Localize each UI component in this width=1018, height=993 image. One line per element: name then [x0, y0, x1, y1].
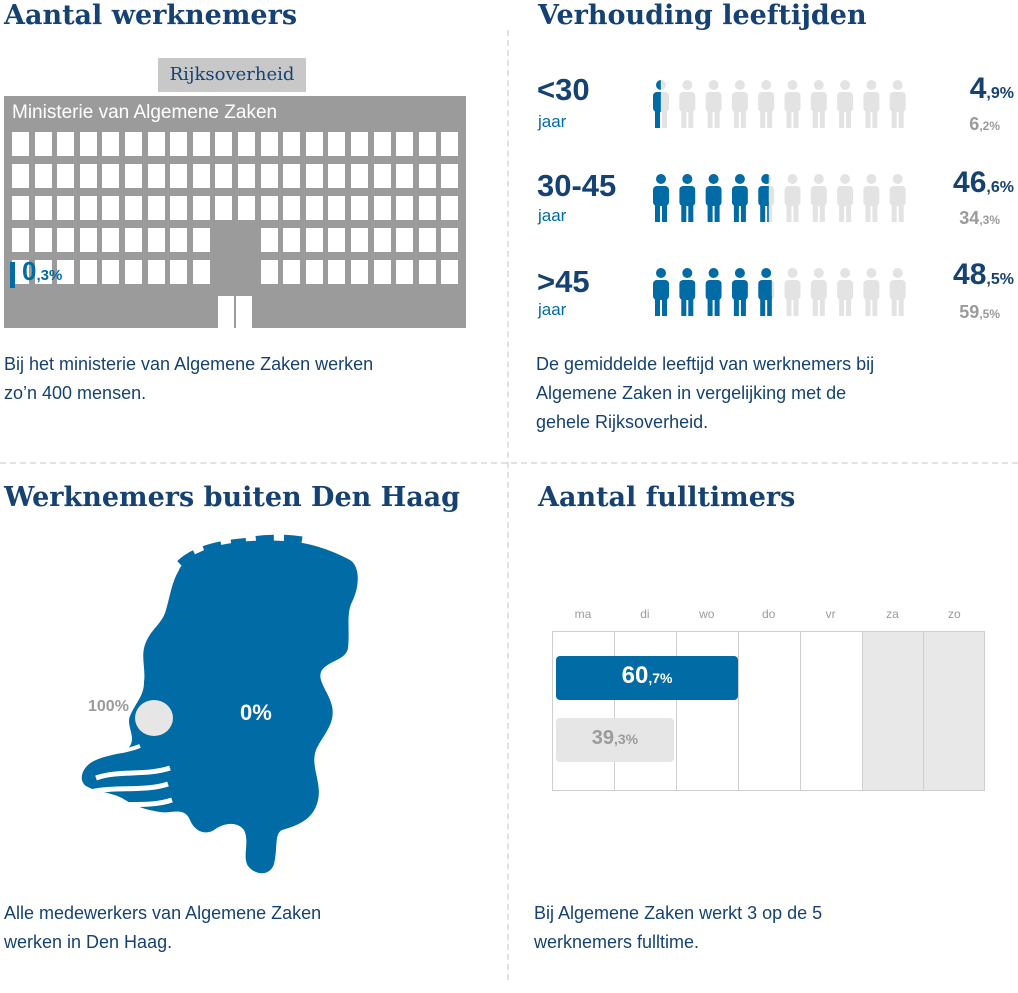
building-window: [57, 196, 74, 220]
building-window: [215, 196, 232, 220]
building-window: [80, 228, 97, 252]
building-window: [125, 132, 142, 156]
building-window: [261, 196, 278, 220]
building-window: [102, 260, 119, 284]
age-figure: [785, 174, 801, 222]
building-window: [283, 228, 300, 252]
age-figure: [811, 80, 827, 128]
day-label-za: za: [886, 607, 899, 621]
age-figure: [706, 80, 722, 128]
az-pct-30-45: 46,6%: [953, 166, 1014, 199]
building-window: [170, 132, 187, 156]
vertical-divider: [507, 30, 509, 980]
building-window: [351, 164, 368, 188]
building-window: [261, 228, 278, 252]
age-figure-fill: [679, 268, 695, 316]
building-window: [193, 164, 210, 188]
building-window: [102, 132, 119, 156]
building-window: [57, 228, 74, 252]
building-window: [193, 228, 210, 252]
fulltimers-description: Bij Algemene Zaken werkt 3 op de 5 werknemers fulltime.: [534, 903, 823, 952]
age-figure: [890, 268, 906, 316]
ministry-building-icon: [4, 96, 466, 328]
building-window: [57, 132, 74, 156]
building-window: [102, 196, 119, 220]
building-window: [261, 164, 278, 188]
aantal-pct-label: 0,3%: [22, 256, 63, 286]
horizontal-divider: [0, 462, 1018, 464]
building-window: [441, 196, 458, 220]
building-window: [441, 260, 458, 284]
building-window: [12, 164, 29, 188]
building-window: [396, 164, 413, 188]
building-window: [238, 132, 255, 156]
building-window: [306, 164, 323, 188]
building-window: [148, 196, 165, 220]
building-door-icon: [218, 296, 252, 328]
rijk-pct-over45: 59,5%: [959, 302, 1000, 322]
age-figure: [732, 80, 748, 128]
age-figure: [837, 174, 853, 222]
building-window: [80, 260, 97, 284]
building-window: [35, 132, 52, 156]
building-window: [148, 164, 165, 188]
age-pictogram-chart: [650, 70, 920, 340]
parttime-bar-label: 39,3%: [591, 727, 639, 749]
building-window: [374, 228, 391, 252]
age-figure-fill: [732, 174, 748, 222]
age-figure-fill: [706, 268, 722, 316]
building-window: [351, 132, 368, 156]
age-figure: [837, 268, 853, 316]
building-window: [35, 196, 52, 220]
age-figure-fill: [653, 174, 669, 222]
leeftijden-description: De gemiddelde leeftijd van werknemers bij Algemene Zaken in vergelijking met de gehele Rijksoverheid.: [536, 354, 875, 432]
building-window: [441, 228, 458, 252]
building-window: [35, 228, 52, 252]
age-unit-under30: jaar: [538, 112, 567, 131]
building-window: [374, 132, 391, 156]
building-window: [57, 164, 74, 188]
age-label-under30: <30: [537, 72, 590, 107]
building-window: [351, 260, 368, 284]
age-figure: [837, 80, 853, 128]
building-window: [125, 228, 142, 252]
building-window: [170, 228, 187, 252]
building-window: [125, 260, 142, 284]
age-figure-fill: [679, 174, 695, 222]
building-window: [102, 164, 119, 188]
building-window: [328, 260, 345, 284]
fulltimers-title: Aantal fulltimers: [538, 482, 796, 513]
building-window: [35, 164, 52, 188]
building-window: [419, 196, 436, 220]
day-label-wo: wo: [699, 607, 715, 621]
rijk-pct-under30: 6,2%: [969, 114, 1000, 134]
age-figure-fill: [653, 268, 669, 316]
age-label-over45: >45: [537, 264, 590, 299]
day-label-do: do: [762, 607, 776, 621]
age-figure-fill: [706, 174, 722, 222]
age-figure: [785, 268, 801, 316]
building-window: [148, 228, 165, 252]
building-window: [283, 132, 300, 156]
building-window: [374, 196, 391, 220]
building-window: [419, 260, 436, 284]
building-window: [419, 228, 436, 252]
age-figure: [863, 174, 879, 222]
buiten-title: Werknemers buiten Den Haag: [4, 482, 461, 513]
building-window: [351, 196, 368, 220]
building-window: [193, 196, 210, 220]
building-window: [170, 260, 187, 284]
buiten-description: Alle medewerkers van Algemene Zaken werken in Den Haag.: [4, 903, 322, 952]
az-pct-over45: 48,5%: [953, 258, 1014, 291]
building-window: [328, 164, 345, 188]
building-window: [12, 196, 29, 220]
building-name: Ministerie van Algemene Zaken: [12, 102, 278, 123]
leeftijden-title: Verhouding leeftijden: [538, 0, 867, 31]
building-window: [306, 260, 323, 284]
building-window: [441, 132, 458, 156]
building-window: [215, 132, 232, 156]
werknemers-title: Aantal werknemers: [4, 0, 298, 31]
building-window: [283, 196, 300, 220]
werknemers-description: Bij het ministerie van Algemene Zaken werken zo’n 400 mensen.: [4, 354, 374, 403]
den-haag-marker: [135, 700, 173, 736]
day-label-ma: ma: [574, 607, 592, 621]
building-window: [12, 132, 29, 156]
age-figure: [863, 268, 879, 316]
az-pct-under30: 4,9%: [969, 72, 1014, 105]
building-window: [351, 228, 368, 252]
building-window: [238, 196, 255, 220]
building-window: [238, 164, 255, 188]
age-figure: [811, 174, 827, 222]
building-window: [193, 132, 210, 156]
age-figure: [785, 80, 801, 128]
day-label-di: di: [640, 607, 650, 621]
age-figure: [811, 268, 827, 316]
building-window: [419, 132, 436, 156]
building-window: [193, 260, 210, 284]
rijk-pct-30-45: 34,3%: [959, 208, 1000, 228]
building-window: [306, 196, 323, 220]
aantal-pct-bar: [10, 262, 15, 288]
building-window: [80, 132, 97, 156]
age-figure-fill: [732, 268, 748, 316]
building-window: [396, 228, 413, 252]
building-window: [125, 196, 142, 220]
age-figure: [758, 80, 774, 128]
age-figure: [679, 80, 695, 128]
building-window: [261, 132, 278, 156]
rijksoverheid-sign: [158, 58, 306, 92]
building-window: [170, 164, 187, 188]
building-window: [396, 132, 413, 156]
building-window: [328, 196, 345, 220]
building-window: [441, 164, 458, 188]
building-window: [374, 164, 391, 188]
building-window: [12, 228, 29, 252]
age-unit-30-45: jaar: [538, 206, 567, 225]
day-label-zo: zo: [948, 607, 961, 621]
building-window: [396, 196, 413, 220]
building-window: [283, 260, 300, 284]
den-haag-pct-label: 100%: [88, 698, 129, 715]
day-label-vr: vr: [825, 607, 836, 621]
building-window: [306, 228, 323, 252]
rijksoverheid-sign-label: Rijksoverheid: [169, 64, 295, 85]
building-window: [306, 132, 323, 156]
age-figure: [890, 80, 906, 128]
building-window: [261, 260, 278, 284]
fulltime-bar-label: 60,7%: [621, 662, 673, 689]
week-grid-frame: [552, 631, 985, 791]
age-unit-over45: jaar: [538, 300, 567, 319]
building-window: [148, 260, 165, 284]
building-window: [215, 164, 232, 188]
building-window: [80, 196, 97, 220]
building-window: [170, 196, 187, 220]
building-window: [102, 228, 119, 252]
building-window: [328, 132, 345, 156]
building-window: [328, 228, 345, 252]
building-window: [396, 260, 413, 284]
building-window: [80, 164, 97, 188]
building-window: [419, 164, 436, 188]
building-window: [374, 260, 391, 284]
age-label-30-45: 30-45: [537, 168, 617, 203]
age-figure: [863, 80, 879, 128]
building-window: [148, 132, 165, 156]
building-window: [125, 164, 142, 188]
age-figure-fill: [758, 268, 774, 316]
age-figure: [890, 174, 906, 222]
building-window: [283, 164, 300, 188]
outside-pct-label: 0%: [240, 700, 272, 725]
